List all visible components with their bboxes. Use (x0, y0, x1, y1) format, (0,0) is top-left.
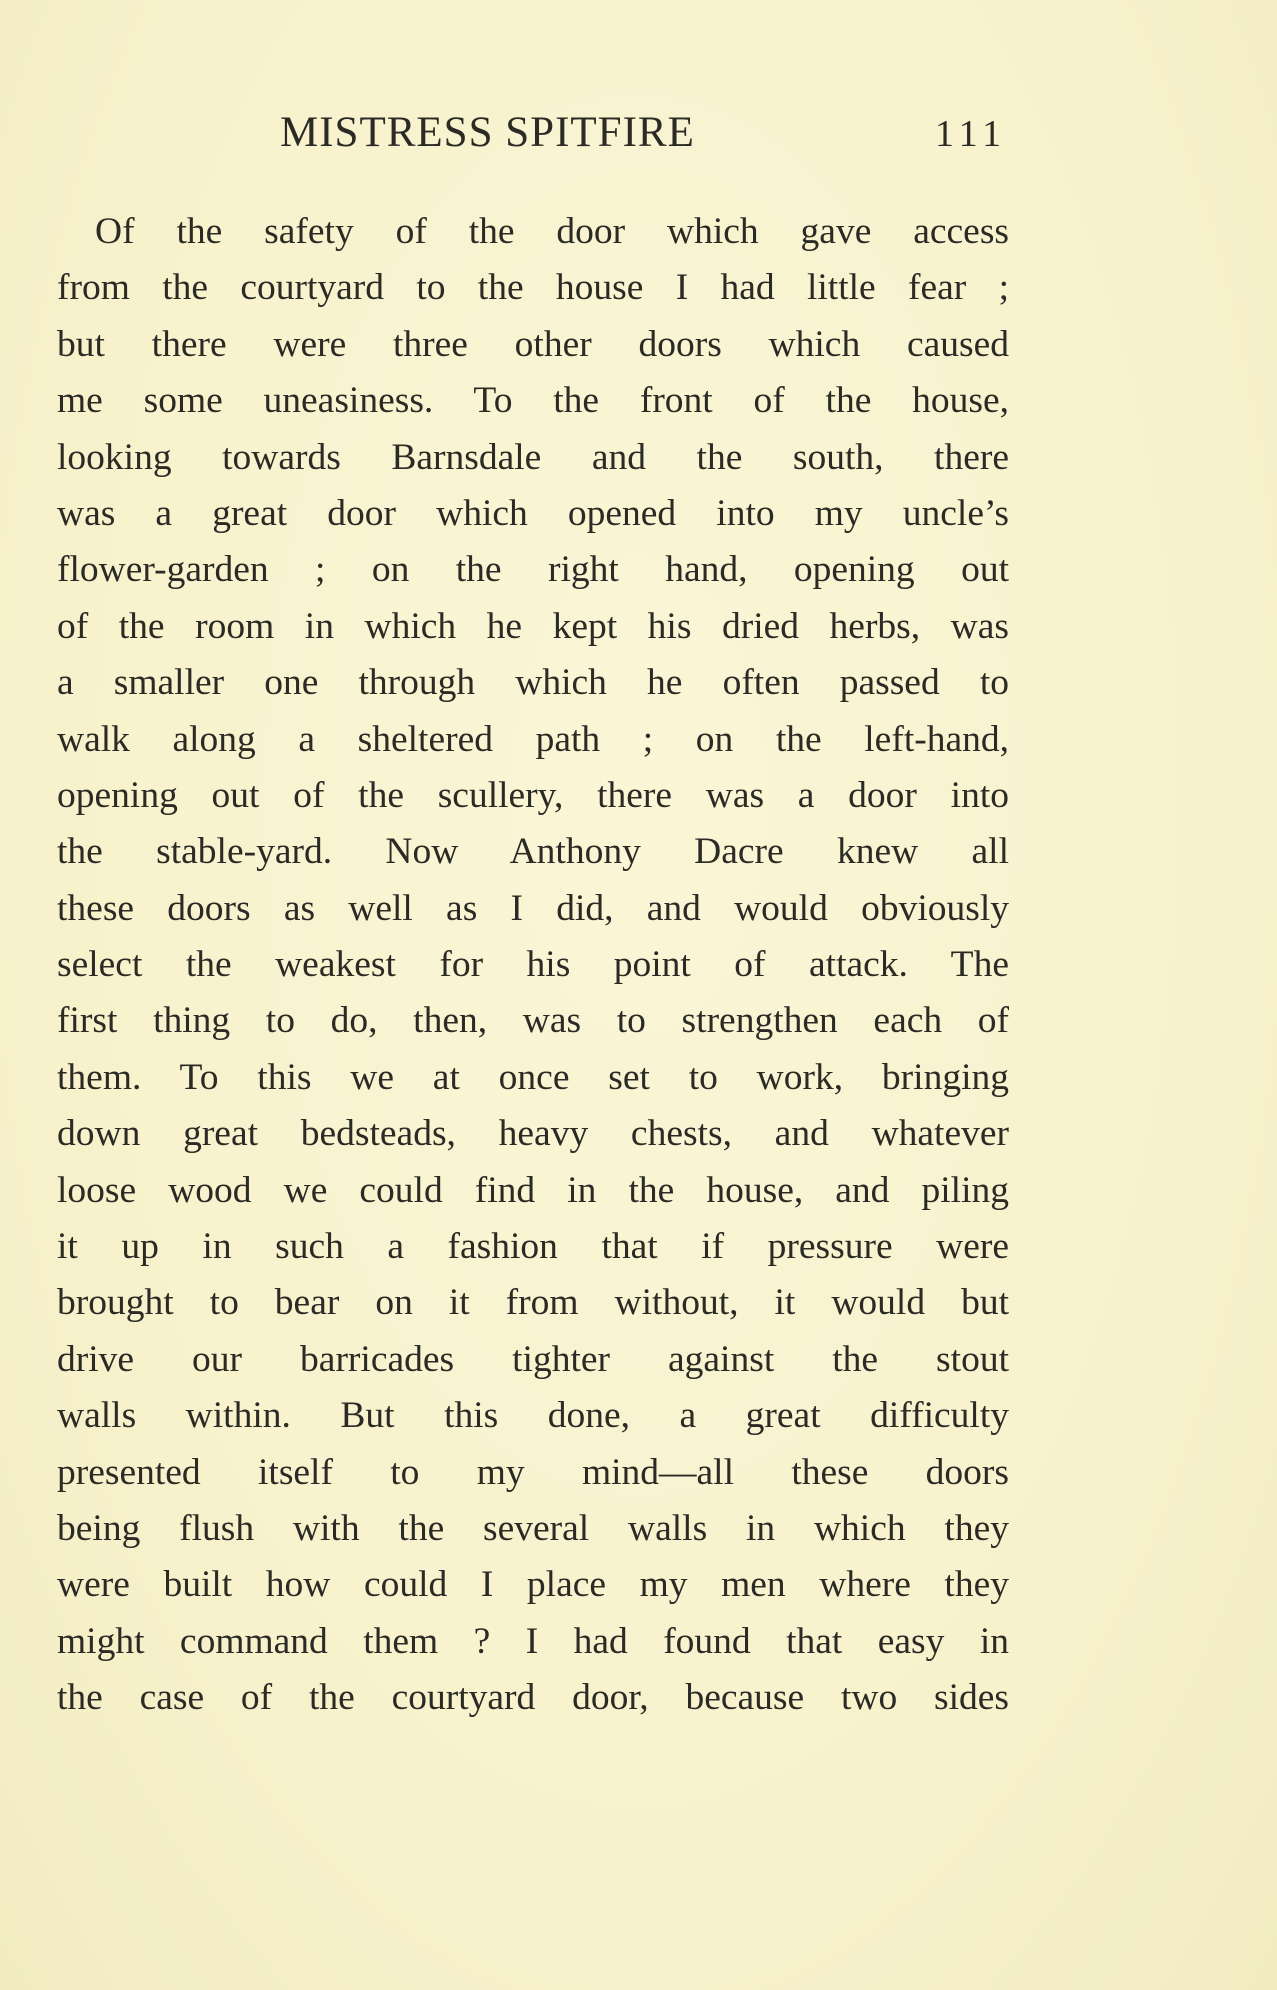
text-line: being flush with the several walls in which they (57, 1507, 1009, 1549)
text-line: them. To this we at once set to work, bringing (57, 1056, 1009, 1098)
text-line: flower-garden ; on the right hand, opening out (57, 549, 1009, 591)
running-title: MISTRESS SPITFIRE (280, 109, 695, 156)
text-line: the stable-yard. Now Anthony Dacre knew all (57, 831, 1009, 873)
text-line: drive our barricades tighter against the stout (57, 1338, 1009, 1380)
text-line: was a great door which opened into my uncle’s (57, 492, 1009, 534)
text-line: select the weakest for his point of attack. The (57, 944, 1009, 986)
text-line: but there were three other doors which caused (57, 323, 1009, 365)
text-line: a smaller one through which he often passed to (57, 662, 1009, 704)
text-line: me some uneasiness. To the front of the house, (57, 380, 1009, 422)
text-line: of the room in which he kept his dried herbs, was (57, 605, 1009, 647)
text-line: walk along a sheltered path ; on the left-hand, (57, 718, 1009, 760)
text-line: opening out of the scullery, there was a door into (57, 774, 1009, 816)
text-line: loose wood we could find in the house, and piling (57, 1169, 1009, 1211)
page-number: 111 (935, 113, 1008, 155)
text-line: brought to bear on it from without, it would but (57, 1282, 1009, 1324)
text-line: presented itself to my mind—all these doors (57, 1451, 1009, 1493)
text-line: Of the safety of the door which gave access (95, 211, 1009, 252)
text-line: the case of the courtyard door, because two sides (57, 1677, 1009, 1719)
running-head (0, 108, 1277, 158)
text-line: it up in such a fashion that if pressure were (57, 1226, 1009, 1268)
text-line: looking towards Barnsdale and the south, there (57, 436, 1009, 478)
text-line: were built how could I place my men where they (57, 1564, 1009, 1606)
text-line: walls within. But this done, a great difficulty (57, 1395, 1009, 1437)
body-text (57, 204, 1009, 1727)
text-line: these doors as well as I did, and would obviously (57, 887, 1009, 929)
text-line: might command them ? I had found that easy in (57, 1620, 1009, 1662)
text-line: from the courtyard to the house I had little fear ; (57, 267, 1009, 309)
text-line: first thing to do, then, was to strengthen each of (57, 1000, 1009, 1042)
text-line: down great bedsteads, heavy chests, and whatever (57, 1113, 1009, 1155)
